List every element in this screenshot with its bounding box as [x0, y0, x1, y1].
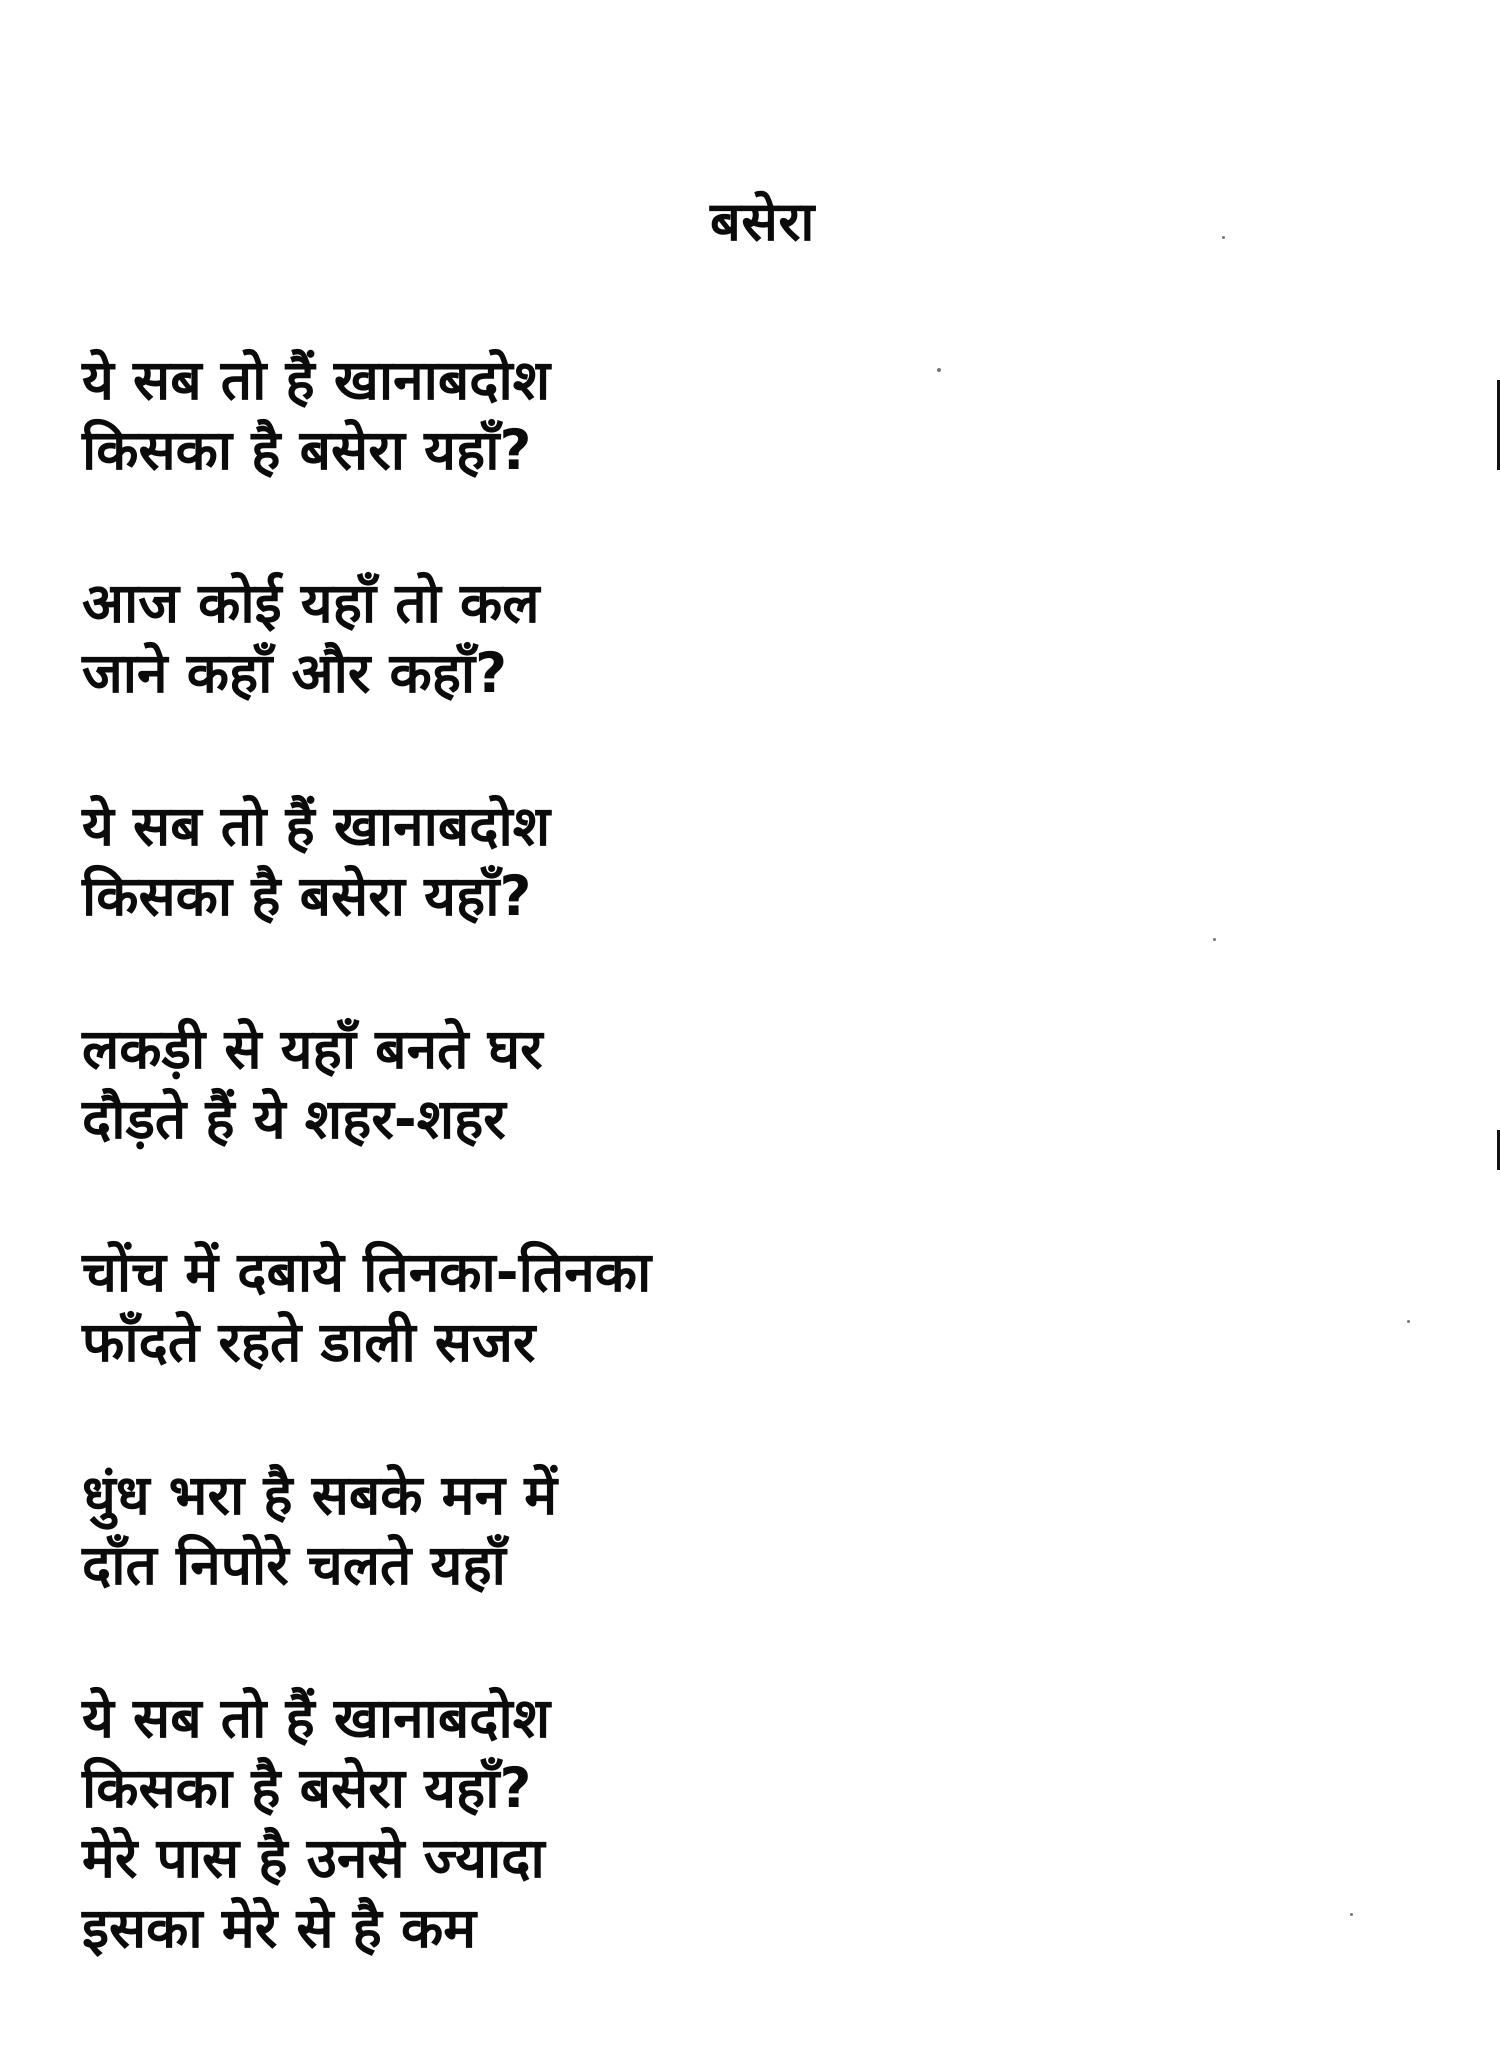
stanza-5 [82, 1237, 1082, 1377]
poem-line: मेरे पास है उनसे ज्यादा [82, 1826, 545, 1890]
poem-line: इसका मेरे से है कम [82, 1896, 477, 1960]
scan-speck [1350, 1913, 1353, 1916]
poem-line: दौड़ते हैं ये शहर-शहर [82, 1087, 506, 1151]
poem-line: चोंच में दबाये तिनका-तिनका [82, 1240, 652, 1304]
stanza-4 [82, 1014, 1082, 1154]
stanza-3 [82, 791, 1082, 931]
stanza-7 [82, 1683, 1082, 1963]
poem-line: किसका है बसेरा यहाँ? [82, 864, 532, 928]
poem-line: किसका है बसेरा यहाँ? [82, 1756, 532, 1820]
poem-line: जाने कहाँ और कहाँ? [82, 641, 508, 705]
poem-line: ये सब तो हैं खानाबदोश [82, 794, 551, 858]
poem-line: धुंध भरा है सबके मन में [82, 1463, 558, 1527]
scan-speck [1213, 938, 1216, 941]
stanza-1 [82, 345, 1082, 485]
poem-line: ये सब तो हैं खानाबदोश [82, 1686, 551, 1750]
poem-title: बसेरा [710, 190, 815, 253]
scan-speck [937, 368, 941, 372]
poem-line: लकड़ी से यहाँ बनते घर [82, 1017, 543, 1081]
poem-line: आज कोई यहाँ तो कल [82, 571, 540, 635]
scan-speck [1222, 236, 1225, 239]
poem-line: दाँत निपोरे चलते यहाँ [82, 1533, 506, 1597]
stanza-2 [82, 568, 1082, 708]
poem-body [82, 345, 1082, 2046]
poem-line: फाँदते रहते डाली सजर [82, 1310, 536, 1374]
poem-line: ये सब तो हैं खानाबदोश [82, 348, 551, 412]
poem-line: किसका है बसेरा यहाँ? [82, 418, 532, 482]
stanza-6 [82, 1460, 1082, 1600]
scan-speck [1407, 1320, 1410, 1323]
